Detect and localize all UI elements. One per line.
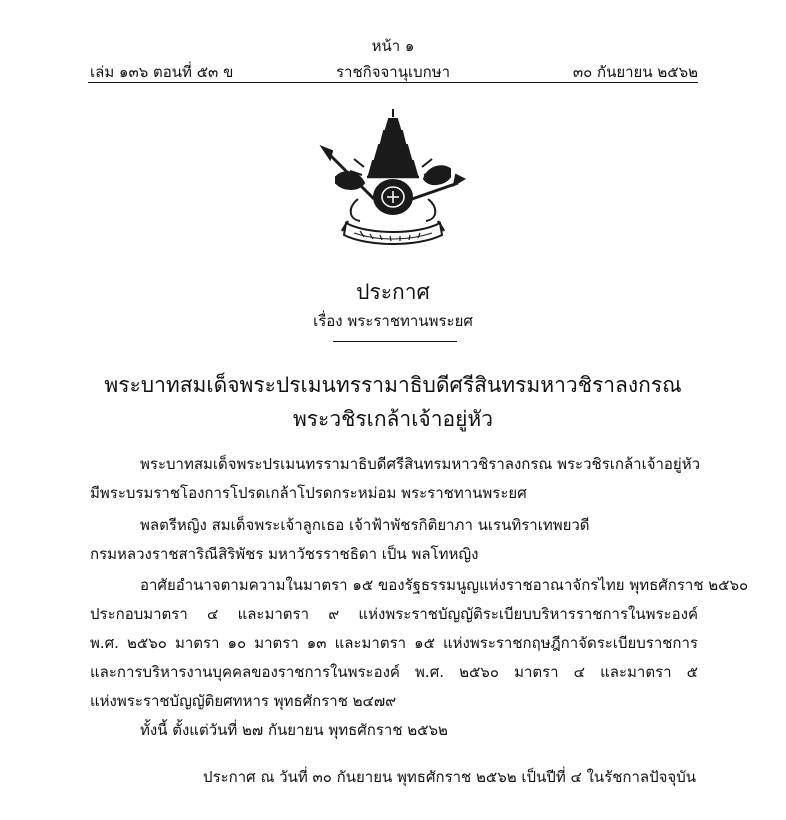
document-subject: เรื่อง พระราชทานพระยศ	[313, 312, 473, 330]
publication-name: ราชกิจจานุเบกษา	[335, 63, 451, 81]
title-divider	[333, 341, 457, 342]
header-divider	[88, 82, 698, 83]
paragraph-3-line-4: และการบริหารงานบุคคลของราชการในพระองค์ พ.ศ. ๒๕๖๐ มาตรา ๔ และมาตรา ๕	[90, 663, 698, 681]
paragraph-3-line-1: อาศัยอำนาจตามความในมาตรา ๑๕ ของรัฐธรรมนูญแห่งราชอาณาจักรไทย พุทธศักราช ๒๕๖๐	[140, 576, 749, 594]
document-title: ประกาศ	[356, 280, 430, 304]
king-name-line-2: พระวชิรเกล้าเจ้าอยู่หัว	[292, 407, 494, 431]
paragraph-1-line-1: พระบาทสมเด็จพระปรเมนทรรามาธิบดีศรีสินทรมหาวชิราลงกรณ พระวชิรเกล้าเจ้าอยู่หัว	[140, 455, 701, 473]
king-name-line-1: พระบาทสมเด็จพระปรเมนทรรามาธิบดีศรีสินทรมหาวชิราลงกรณ	[104, 373, 682, 397]
paragraph-2-line-1: พลตรีหญิง สมเด็จพระเจ้าลูกเธอ เจ้าฟ้าพัชรกิติยาภา นเรนทิราเทพยวดี	[140, 516, 590, 534]
paragraph-3-line-2: ประกอบมาตรา ๔ และมาตรา ๙ แห่งพระราชบัญญัติระเบียบบริหารราชการในพระองค์	[90, 605, 698, 623]
paragraph-3-line-3: พ.ศ. ๒๕๖๐ มาตรา ๑๐ มาตรา ๑๓ และมาตรา ๑๕ แห่งพระราชกฤษฎีกาจัดระเบียบราชการ	[90, 634, 698, 652]
royal-emblem	[318, 103, 468, 253]
publication-date: ๓๐ กันยายน ๒๕๖๒	[572, 63, 698, 81]
volume-issue: เล่ม ๑๓๖ ตอนที่ ๕๓ ข	[90, 63, 234, 81]
paragraph-3-line-5: แห่งพระราชบัญญัติยศทหาร พุทธศักราช ๒๔๗๙	[90, 692, 397, 710]
page-number: หน้า ๑	[371, 37, 415, 55]
paragraph-2-line-2: กรมหลวงราชสาริณีสิริพัชร มหาวัชรราชธิดา เป็น พลโทหญิง	[90, 545, 479, 563]
paragraph-1-line-2: มีพระบรมราชโองการโปรดเกล้าโปรดกระหม่อม พระราชทานพระยศ	[90, 484, 527, 502]
paragraph-4-line-1: ทั้งนี้ ตั้งแต่วันที่ ๒๗ กันยายน พุทธศักราช ๒๕๖๒	[140, 721, 448, 739]
proclamation-date: ประกาศ ณ วันที่ ๓๐ กันยายน พุทธศักราช ๒๕๖๒ เป็นปีที่ ๔ ในรัชกาลปัจจุบัน	[203, 768, 696, 786]
